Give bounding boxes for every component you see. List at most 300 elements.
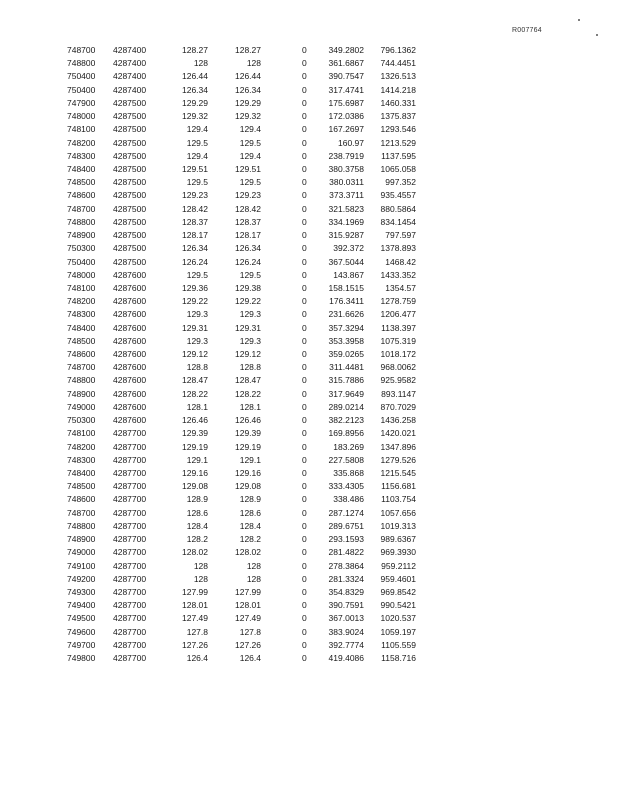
table-cell: 4287500 bbox=[113, 137, 147, 148]
table-cell: 129.4 bbox=[186, 150, 208, 161]
table-cell: 0 bbox=[302, 653, 307, 664]
table-cell: 293.1593 bbox=[328, 534, 364, 545]
table-cell: 0 bbox=[302, 600, 307, 611]
table-cell: 127.49 bbox=[235, 613, 261, 624]
table-row bbox=[0, 123, 618, 136]
table-cell: 4287600 bbox=[113, 335, 147, 346]
table-cell: 0 bbox=[302, 362, 307, 373]
table-cell: 748800 bbox=[67, 58, 96, 69]
table-cell: 367.0013 bbox=[328, 613, 364, 624]
table-cell: 128 bbox=[246, 58, 261, 69]
table-cell: 183.269 bbox=[333, 441, 364, 452]
table-cell: 129.16 bbox=[182, 468, 208, 478]
table-cell: 748500 bbox=[67, 481, 96, 492]
table-cell: 175.6987 bbox=[328, 97, 364, 108]
table-row bbox=[0, 97, 618, 110]
table-cell: 0 bbox=[302, 256, 307, 267]
table-cell: 128.42 bbox=[182, 203, 208, 214]
table-cell: 870.7029 bbox=[380, 401, 416, 412]
table-cell: 0 bbox=[302, 296, 307, 307]
table-cell: 749100 bbox=[67, 560, 96, 571]
table-cell: 748600 bbox=[67, 349, 96, 360]
table-cell: 1206.477 bbox=[380, 309, 416, 320]
table-cell: 748700 bbox=[67, 362, 96, 373]
table-cell: 748200 bbox=[67, 296, 96, 307]
table-cell: 0 bbox=[302, 586, 307, 597]
table-cell: 749500 bbox=[67, 613, 96, 624]
table-cell: 0 bbox=[302, 124, 307, 135]
table-cell: 1375.837 bbox=[380, 111, 416, 122]
table-row bbox=[0, 242, 618, 255]
table-cell: 4287700 bbox=[113, 454, 147, 465]
table-cell: 4287400 bbox=[113, 84, 147, 95]
table-cell: 129.3 bbox=[186, 335, 208, 346]
table-row bbox=[0, 256, 618, 269]
table-cell: 127.8 bbox=[239, 626, 261, 637]
table-cell: 0 bbox=[302, 84, 307, 95]
table-cell: 0 bbox=[302, 468, 307, 478]
table-cell: 128.17 bbox=[235, 230, 261, 241]
table-cell: 0 bbox=[302, 216, 307, 227]
table-cell: 126.34 bbox=[182, 243, 208, 254]
table-cell: 129.5 bbox=[186, 177, 208, 188]
table-cell: 748500 bbox=[67, 335, 96, 346]
table-cell: 390.7547 bbox=[328, 71, 364, 82]
table-row bbox=[0, 507, 618, 520]
table-cell: 0 bbox=[302, 243, 307, 254]
table-cell: 959.4601 bbox=[380, 573, 416, 584]
table-cell: 129.5 bbox=[239, 269, 261, 280]
table-cell: 128.01 bbox=[235, 600, 261, 611]
table-cell: 129.22 bbox=[235, 296, 261, 307]
table-cell: 0 bbox=[302, 494, 307, 505]
table-cell: 0 bbox=[302, 573, 307, 584]
table-cell: 380.3758 bbox=[328, 163, 364, 174]
table-row bbox=[0, 414, 618, 427]
table-cell: 128.47 bbox=[182, 375, 208, 386]
table-cell: 0 bbox=[302, 190, 307, 201]
table-cell: 0 bbox=[302, 97, 307, 108]
table-row bbox=[0, 348, 618, 361]
table-cell: 129.4 bbox=[186, 124, 208, 135]
table-cell: 128 bbox=[193, 58, 208, 69]
table-row bbox=[0, 84, 618, 97]
table-cell: 281.3324 bbox=[328, 573, 364, 584]
table-cell: 367.5044 bbox=[328, 256, 364, 267]
table-cell: 1293.546 bbox=[380, 124, 416, 135]
table-cell: 129.23 bbox=[182, 190, 208, 201]
table-cell: 128.2 bbox=[239, 534, 261, 545]
table-cell: 128.6 bbox=[239, 507, 261, 518]
table-cell: 935.4557 bbox=[380, 190, 416, 201]
table-cell: 128.42 bbox=[235, 203, 261, 214]
table-cell: 128.37 bbox=[182, 216, 208, 227]
table-cell: 0 bbox=[302, 547, 307, 558]
table-cell: 278.3864 bbox=[328, 560, 364, 571]
table-cell: 0 bbox=[302, 428, 307, 439]
table-cell: 4287500 bbox=[113, 243, 147, 254]
table-cell: 128.02 bbox=[235, 547, 261, 558]
table-cell: 315.9287 bbox=[328, 230, 364, 241]
table-cell: 357.3294 bbox=[328, 322, 364, 333]
table-cell: 0 bbox=[302, 401, 307, 412]
table-cell: 126.46 bbox=[182, 415, 208, 426]
table-cell: 0 bbox=[302, 415, 307, 426]
table-cell: 749000 bbox=[67, 401, 96, 412]
table-cell: 129.1 bbox=[239, 454, 261, 465]
table-cell: 749300 bbox=[67, 586, 96, 597]
table-cell: 0 bbox=[302, 560, 307, 571]
table-cell: 129.29 bbox=[235, 97, 261, 108]
table-cell: 748000 bbox=[67, 269, 96, 280]
table-cell: 128 bbox=[193, 560, 208, 571]
table-cell: 1137.595 bbox=[381, 150, 416, 161]
table-cell: 1213.529 bbox=[380, 137, 416, 148]
table-cell: 169.8956 bbox=[328, 428, 364, 439]
table-cell: 4287600 bbox=[113, 375, 147, 386]
table-cell: 317.9649 bbox=[328, 388, 364, 399]
table-cell: 126.24 bbox=[182, 256, 208, 267]
table-cell: 4287600 bbox=[113, 388, 147, 399]
table-row bbox=[0, 295, 618, 308]
table-cell: 4287700 bbox=[113, 547, 147, 558]
table-cell: 4287700 bbox=[113, 653, 147, 664]
table-cell: 127.26 bbox=[182, 639, 208, 650]
table-cell: 128.01 bbox=[182, 600, 208, 611]
table-row bbox=[0, 612, 618, 625]
table-cell: 1018.172 bbox=[380, 349, 416, 360]
table-cell: 128.4 bbox=[239, 520, 261, 531]
table-cell: 158.1515 bbox=[328, 282, 364, 293]
table-row bbox=[0, 216, 618, 229]
table-row bbox=[0, 374, 618, 387]
table-cell: 126.24 bbox=[235, 256, 261, 267]
table-cell: 128.2 bbox=[186, 534, 208, 545]
table-cell: 126.4 bbox=[186, 653, 208, 664]
table-cell: 128.1 bbox=[186, 401, 208, 412]
table-row bbox=[0, 163, 618, 176]
table-cell: 289.0214 bbox=[328, 401, 364, 412]
table-cell: 0 bbox=[302, 388, 307, 399]
table-cell: 359.0265 bbox=[328, 349, 364, 360]
table-cell: 4287600 bbox=[113, 362, 147, 373]
table-cell: 128.8 bbox=[239, 362, 261, 373]
table-cell: 750400 bbox=[67, 256, 96, 267]
table-cell: 4287600 bbox=[113, 349, 147, 360]
table-cell: 0 bbox=[302, 150, 307, 161]
table-cell: 335.868 bbox=[333, 468, 364, 478]
table-cell: 0 bbox=[302, 282, 307, 293]
table-cell: 1460.331 bbox=[380, 97, 416, 108]
table-cell: 128.8 bbox=[186, 362, 208, 373]
table-row bbox=[0, 137, 618, 150]
table-row bbox=[0, 44, 618, 57]
table-cell: 925.9582 bbox=[380, 375, 416, 386]
table-cell: 129.08 bbox=[182, 481, 208, 492]
table-cell: 129.36 bbox=[182, 282, 208, 293]
table-cell: 748300 bbox=[67, 454, 96, 465]
table-cell: 748600 bbox=[67, 494, 96, 505]
table-cell: 748700 bbox=[67, 203, 96, 214]
table-cell: 390.7591 bbox=[328, 600, 364, 611]
table-cell: 748500 bbox=[67, 177, 96, 188]
table-cell: 129.3 bbox=[239, 335, 261, 346]
table-cell: 4287700 bbox=[113, 428, 147, 439]
table-cell: 1020.537 bbox=[380, 613, 416, 624]
table-cell: 0 bbox=[302, 177, 307, 188]
table-cell: 1279.526 bbox=[380, 454, 416, 465]
table-cell: 0 bbox=[302, 163, 307, 174]
table-cell: 4287700 bbox=[113, 441, 147, 452]
table-cell: 4287500 bbox=[113, 230, 147, 241]
table-cell: 748900 bbox=[67, 388, 96, 399]
table-row bbox=[0, 203, 618, 216]
table-cell: 0 bbox=[302, 71, 307, 82]
table-cell: 749700 bbox=[67, 639, 96, 650]
table-cell: 1059.197 bbox=[380, 626, 416, 637]
table-cell: 0 bbox=[302, 507, 307, 518]
table-row bbox=[0, 176, 618, 189]
table-cell: 129.5 bbox=[186, 269, 208, 280]
table-cell: 748000 bbox=[67, 111, 96, 122]
table-cell: 238.7919 bbox=[328, 150, 364, 161]
table-cell: 129.12 bbox=[182, 349, 208, 360]
table-cell: 143.867 bbox=[333, 269, 364, 280]
table-cell: 1420.021 bbox=[380, 428, 416, 439]
table-cell: 4287700 bbox=[113, 600, 147, 611]
table-row bbox=[0, 57, 618, 70]
table-row bbox=[0, 493, 618, 506]
table-cell: 126.4 bbox=[239, 653, 261, 664]
table-cell: 748400 bbox=[67, 468, 96, 478]
table-cell: 128.27 bbox=[235, 45, 261, 55]
table-cell: 129.39 bbox=[182, 428, 208, 439]
table-cell: 127.99 bbox=[182, 586, 208, 597]
table-cell: 0 bbox=[302, 335, 307, 346]
table-cell: 128 bbox=[246, 560, 261, 571]
table-cell: 1158.716 bbox=[381, 653, 416, 664]
table-cell: 373.3711 bbox=[329, 190, 364, 201]
table-cell: 129.32 bbox=[235, 111, 261, 122]
table-cell: 990.5421 bbox=[380, 600, 416, 611]
table-cell: 129.29 bbox=[182, 97, 208, 108]
table-cell: 128.9 bbox=[239, 494, 261, 505]
table-cell: 4287700 bbox=[113, 534, 147, 545]
table-cell: 361.6867 bbox=[328, 58, 364, 69]
table-cell: 4287500 bbox=[113, 203, 147, 214]
table-cell: 0 bbox=[302, 203, 307, 214]
table-cell: 748800 bbox=[67, 216, 96, 227]
table-row bbox=[0, 110, 618, 123]
table-cell: 1378.893 bbox=[380, 243, 416, 254]
table-cell: 0 bbox=[302, 441, 307, 452]
table-cell: 231.6626 bbox=[328, 309, 364, 320]
table-cell: 0 bbox=[302, 639, 307, 650]
table-cell: 129.3 bbox=[186, 309, 208, 320]
table-cell: 1075.319 bbox=[380, 335, 416, 346]
table-cell: 4287600 bbox=[113, 401, 147, 412]
table-cell: 128.1 bbox=[239, 401, 261, 412]
table-cell: 127.99 bbox=[235, 586, 261, 597]
table-cell: 4287700 bbox=[113, 586, 147, 597]
table-cell: 129.5 bbox=[239, 177, 261, 188]
table-cell: 4287700 bbox=[113, 560, 147, 571]
table-cell: 0 bbox=[302, 520, 307, 531]
table-cell: 4287600 bbox=[113, 415, 147, 426]
table-cell: 128.9 bbox=[186, 494, 208, 505]
table-cell: 4287700 bbox=[113, 507, 147, 518]
table-row bbox=[0, 639, 618, 652]
table-cell: 128.37 bbox=[235, 216, 261, 227]
table-cell: 128.4 bbox=[186, 520, 208, 531]
table-cell: 1278.759 bbox=[380, 296, 416, 307]
table-cell: 129.4 bbox=[239, 150, 261, 161]
table-cell: 383.9024 bbox=[328, 626, 364, 637]
table-cell: 127.49 bbox=[182, 613, 208, 624]
table-cell: 4287500 bbox=[113, 111, 147, 122]
table-cell: 968.0062 bbox=[380, 362, 416, 373]
table-cell: 0 bbox=[302, 45, 307, 55]
table-row bbox=[0, 441, 618, 454]
table-row bbox=[0, 652, 618, 665]
table-row bbox=[0, 626, 618, 639]
table-cell: 354.8329 bbox=[328, 586, 364, 597]
table-cell: 880.5864 bbox=[380, 203, 416, 214]
table-cell: 748900 bbox=[67, 230, 96, 241]
table-row bbox=[0, 560, 618, 573]
table-cell: 129.51 bbox=[182, 163, 208, 174]
table-cell: 4287500 bbox=[113, 190, 147, 201]
table-cell: 0 bbox=[302, 230, 307, 241]
table-cell: 349.2802 bbox=[328, 45, 364, 55]
table-row bbox=[0, 70, 618, 83]
table-cell: 129.16 bbox=[235, 468, 261, 478]
table-cell: 748300 bbox=[67, 309, 96, 320]
table-cell: 0 bbox=[302, 534, 307, 545]
table-cell: 287.1274 bbox=[328, 507, 364, 518]
table-row bbox=[0, 454, 618, 467]
table-cell: 748700 bbox=[67, 507, 96, 518]
table-cell: 4287600 bbox=[113, 282, 147, 293]
table-cell: 4287400 bbox=[113, 71, 147, 82]
table-cell: 748700 bbox=[67, 45, 96, 55]
table-cell: 160.97 bbox=[338, 137, 364, 148]
table-cell: 834.1454 bbox=[380, 216, 416, 227]
table-cell: 0 bbox=[302, 58, 307, 69]
table-cell: 334.1969 bbox=[328, 216, 364, 227]
scan-speck bbox=[578, 19, 580, 21]
table-cell: 128.22 bbox=[235, 388, 261, 399]
table-cell: 172.0386 bbox=[328, 111, 364, 122]
table-cell: 380.0311 bbox=[329, 177, 364, 188]
table-cell: 128.6 bbox=[186, 507, 208, 518]
table-cell: 4287700 bbox=[113, 468, 147, 478]
table-cell: 126.34 bbox=[235, 243, 261, 254]
table-cell: 749600 bbox=[67, 626, 96, 637]
table-cell: 128.27 bbox=[182, 45, 208, 55]
table-row bbox=[0, 427, 618, 440]
table-cell: 128.02 bbox=[182, 547, 208, 558]
table-cell: 129.1 bbox=[186, 454, 208, 465]
table-cell: 750400 bbox=[67, 84, 96, 95]
table-cell: 281.4822 bbox=[328, 547, 364, 558]
scan-speck bbox=[596, 34, 598, 36]
table-cell: 1065.058 bbox=[380, 163, 416, 174]
table-row bbox=[0, 229, 618, 242]
table-cell: 748300 bbox=[67, 150, 96, 161]
data-table bbox=[0, 44, 618, 665]
table-cell: 129.51 bbox=[235, 163, 261, 174]
table-cell: 749400 bbox=[67, 600, 96, 611]
table-cell: 1215.545 bbox=[380, 468, 416, 478]
table-row bbox=[0, 322, 618, 335]
table-cell: 749800 bbox=[67, 653, 96, 664]
table-cell: 750300 bbox=[67, 415, 96, 426]
table-cell: 321.5823 bbox=[328, 203, 364, 214]
table-cell: 0 bbox=[302, 375, 307, 386]
table-cell: 0 bbox=[302, 349, 307, 360]
table-cell: 0 bbox=[302, 481, 307, 492]
table-cell: 748800 bbox=[67, 520, 96, 531]
table-cell: 392.7774 bbox=[328, 639, 364, 650]
table-cell: 748400 bbox=[67, 322, 96, 333]
table-cell: 1354.57 bbox=[385, 282, 416, 293]
table-cell: 0 bbox=[302, 137, 307, 148]
table-cell: 127.26 bbox=[235, 639, 261, 650]
table-row bbox=[0, 546, 618, 559]
page-id: R007764 bbox=[512, 27, 542, 34]
table-cell: 969.3930 bbox=[380, 547, 416, 558]
table-cell: 1347.896 bbox=[380, 441, 416, 452]
table-cell: 4287500 bbox=[113, 97, 147, 108]
table-cell: 4287600 bbox=[113, 296, 147, 307]
table-cell: 0 bbox=[302, 269, 307, 280]
table-cell: 4287700 bbox=[113, 613, 147, 624]
table-cell: 4287700 bbox=[113, 639, 147, 650]
table-cell: 129.31 bbox=[182, 322, 208, 333]
table-cell: 4287700 bbox=[113, 494, 147, 505]
table-cell: 129.19 bbox=[182, 441, 208, 452]
table-cell: 126.34 bbox=[182, 84, 208, 95]
table-row bbox=[0, 150, 618, 163]
table-cell: 129.22 bbox=[182, 296, 208, 307]
table-cell: 1105.559 bbox=[381, 639, 416, 650]
table-cell: 4287400 bbox=[113, 58, 147, 69]
table-cell: 893.1147 bbox=[381, 388, 416, 399]
table-cell: 311.4481 bbox=[329, 362, 364, 373]
table-cell: 0 bbox=[302, 322, 307, 333]
table-row bbox=[0, 388, 618, 401]
table-cell: 959.2112 bbox=[381, 560, 416, 571]
table-cell: 129.32 bbox=[182, 111, 208, 122]
table-cell: 1436.258 bbox=[380, 415, 416, 426]
table-cell: 997.352 bbox=[385, 177, 416, 188]
table-cell: 0 bbox=[302, 309, 307, 320]
table-cell: 1103.754 bbox=[381, 494, 416, 505]
table-cell: 748900 bbox=[67, 534, 96, 545]
table-cell: 129.31 bbox=[235, 322, 261, 333]
table-cell: 748100 bbox=[67, 428, 96, 439]
table-row bbox=[0, 189, 618, 202]
table-cell: 129.19 bbox=[235, 441, 261, 452]
table-cell: 129.5 bbox=[186, 137, 208, 148]
table-cell: 744.4451 bbox=[380, 58, 416, 69]
table-cell: 1468.42 bbox=[385, 256, 416, 267]
table-cell: 1057.656 bbox=[380, 507, 416, 518]
table-cell: 419.4086 bbox=[328, 653, 364, 664]
table-row bbox=[0, 599, 618, 612]
table-cell: 750400 bbox=[67, 71, 96, 82]
